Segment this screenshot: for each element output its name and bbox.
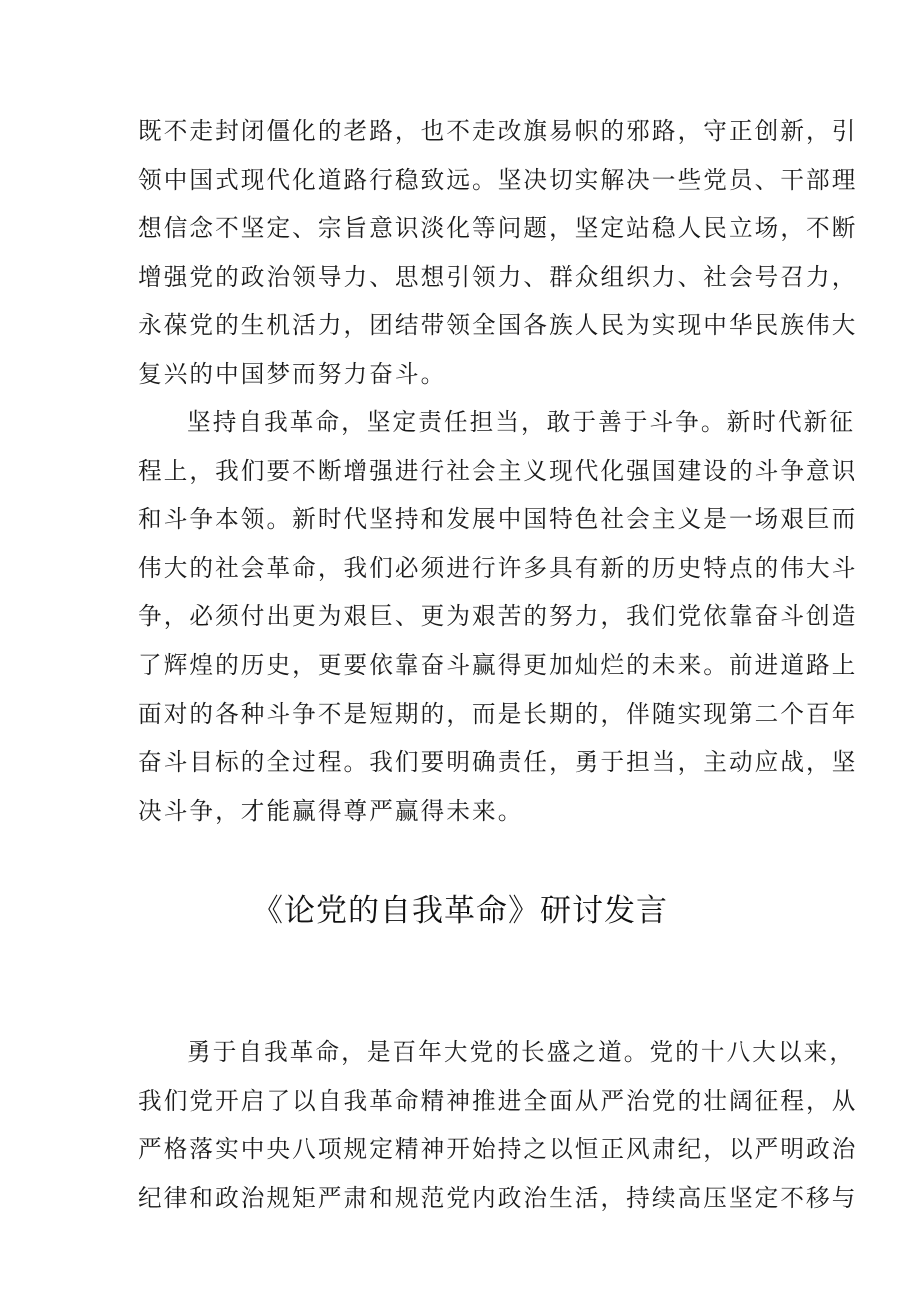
text-line: 决斗争，才能赢得尊严赢得未来。 — [138, 796, 524, 825]
section-heading: 《论党的自我革命》研讨发言 — [252, 893, 668, 929]
text-line: 伟大的社会革命，我们必须进行许多具有新的历史特点的伟大斗 — [138, 553, 858, 582]
text-line: 坚持自我革命，坚定责任担当，敢于善于斗争。新时代新征 — [187, 408, 856, 436]
text-line: 严格落实中央八项规定精神开始持之以恒正风肃纪，以严明政治 — [138, 1135, 858, 1164]
text-line: 争，必须付出更为艰巨、更为艰苦的努力，我们党依靠奋斗创造 — [138, 602, 858, 631]
text-line: 增强党的政治领导力、思想引领力、群众组织力、社会号召力， — [138, 262, 858, 291]
text-line: 了辉煌的历史，更要依靠奋斗赢得更加灿烂的未来。前进道路上 — [138, 650, 858, 679]
text-line: 领中国式现代化道路行稳致远。坚决切实解决一些党员、干部理 — [138, 165, 858, 194]
text-line: 程上，我们要不断增强进行社会主义现代化强国建设的斗争意识 — [138, 456, 858, 485]
text-line: 纪律和政治规矩严肃和规范党内政治生活，持续高压坚定不移与 — [138, 1183, 858, 1212]
paragraph-3 — [138, 1028, 858, 1222]
text-line: 既不走封闭僵化的老路，也不走改旗易帜的邪路，守正创新，引 — [138, 117, 858, 145]
text-line: 奋斗目标的全过程。我们要明确责任，勇于担当，主动应战，坚 — [138, 748, 858, 777]
text-line: 想信念不坚定、宗旨意识淡化等问题，坚定站稳人民立场，不断 — [138, 214, 858, 243]
text-line: 我们党开启了以自我革命精神推进全面从严治党的壮阔征程，从 — [138, 1086, 858, 1115]
text-line: 永葆党的生机活力，团结带领全国各族人民为实现中华民族伟大 — [138, 311, 858, 340]
text-line: 和斗争本领。新时代坚持和发展中国特色社会主义是一场艰巨而 — [138, 505, 858, 534]
paragraph-2 — [138, 398, 858, 835]
text-line: 勇于自我革命，是百年大党的长盛之道。党的十八大以来， — [187, 1038, 856, 1066]
paragraph-1 — [138, 107, 858, 399]
text-line: 复兴的中国梦而努力奋斗。 — [138, 359, 447, 388]
text-line: 面对的各种斗争不是短期的，而是长期的，伴随实现第二个百年 — [138, 699, 858, 728]
